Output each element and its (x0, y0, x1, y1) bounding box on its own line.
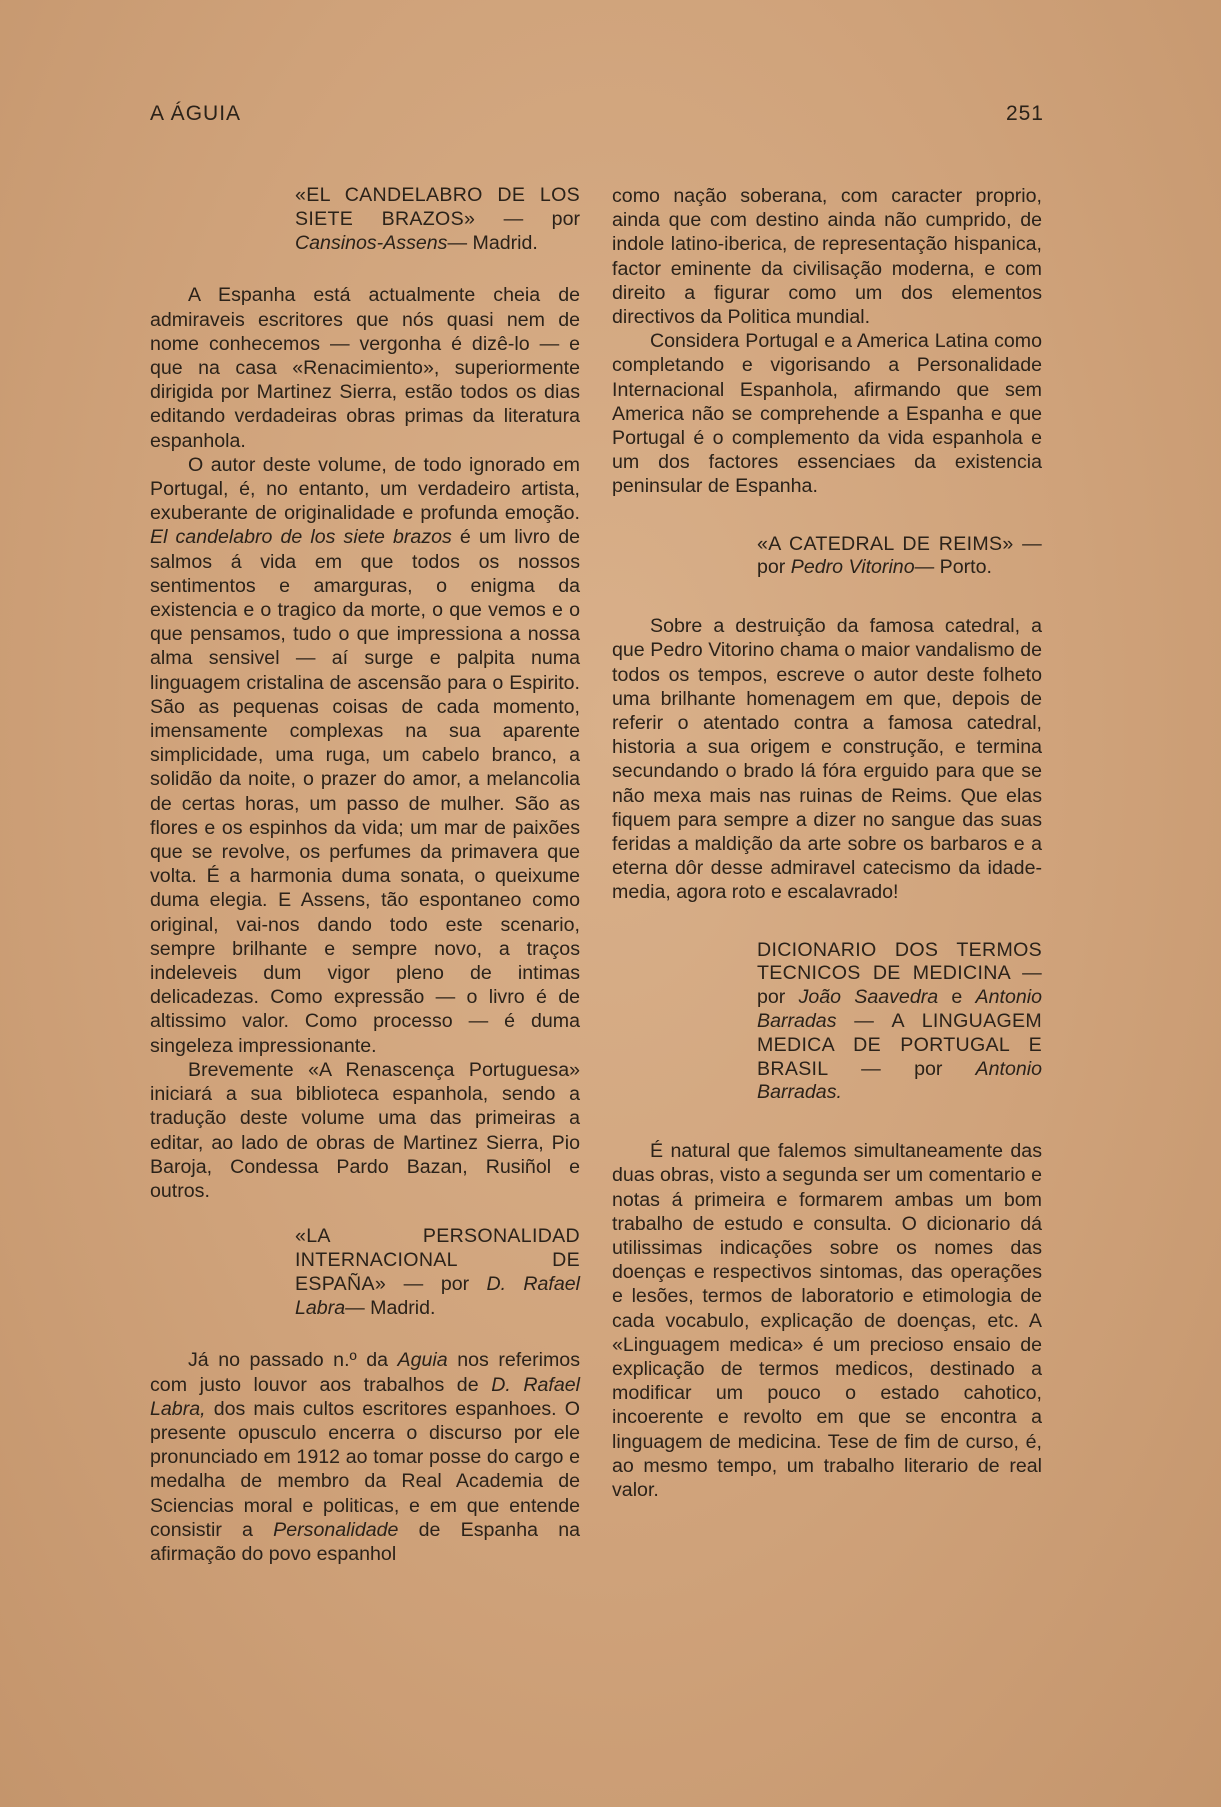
book-title: El candelabro de los siete brazos (150, 526, 452, 549)
review-author: Pedro Vitorino (790, 556, 915, 579)
paragraph: É natural que falemos simultaneamente das duas obras, visto a segunda ser um comentario e notas á primeira e formarem ambas um bom trabalho de estudo e consulta. O dicionario dá utilissimas indicações sobre os nomes das doenças e respectivos sintomas, das operações e lesões, termos de laboratorio e etimologia de cada vocabulo, explicação de doenças, etc. A «Linguagem medica» é um precioso ensaio de explicação de termos medicos, destinado a modificar um pouco o estado cahotico, incoerente e revolto em que se encontra a linguagem de medicina. Tese de fim de curso, é, ao mesmo tempo, um trabalho literario de real valor. (612, 1140, 1042, 1502)
review-heading-dicionario: DICIONARIO DOS TERMOS TECNICOS DE MEDICINA — por João Saavedra e Antonio Barradas — A LINGUAGEM MEDICA DE PORTUGAL E BRASIL — por Antonio Barradas. (757, 938, 1042, 1104)
page-number: 251 (1005, 102, 1044, 125)
review-author: D. Rafael Labra (295, 1272, 580, 1319)
paragraph: Brevemente «A Renascença Portuguesa» iniciará a sua biblioteca espanhola, sendo a tradução deste volume uma das primeiras a editar, ao lado de obras de Martinez Sierra, Pio Baroja, Condessa Pardo Bazan, Rusiñol e outros. (150, 1058, 580, 1202)
paragraph: A Espanha está actualmente cheia de admiraveis escritores que nós quasi nem de nome conhecemos — vergonha é dizê-lo — e que na casa «Renacimiento», superiormente dirigida por Martinez Sierra, estão todos os dias editando verdadeiras obras primas da literatura espanhola. (150, 284, 580, 452)
paragraph: O autor deste volume, de todo ignorado em Portugal, é, no entanto, um verdadeiro artista, exuberante de originalidade e profunda emoção. El candelabro de los siete brazos é um livro de salmos á vida em que todos os nossos sentimentos e amarguras, o enigma da existencia e o tragico da morte, o que vemos e o que pensamos, tudo o que impressiona a nossa alma sensivel — aí surge e palpita numa linguagem cristalina de ascensão para o Espirito. São as pequenas coisas de cada momento, imensamente complexas na sua aparente simplicidade, uma ruga, um cabelo branco, a solidão da noite, o prazer do amor, a melancolia de certas horas, um passo de mulher. São as flores e os espinhos da vida; um mar de paixões que se revolve, os perfumes da primavera que volta. É a harmonia duma sonata, o queixume duma elegia. E Assens, tão espontaneo como original, vai-nos dando todo este scenario, sempre brilhante e sempre novo, a traços indeleveis dum vigor pleno de intimas delicadezas. Como expressão — o livro é de altissimo valor. Como processo — é duma singeleza impressionante. (150, 453, 580, 1057)
review-heading-personalidad: «LA PERSONALIDAD INTERNACIONAL DE ESPAÑA» — por D. Rafael Labra— Madrid. (295, 1225, 580, 1319)
paragraph: como nação soberana, com caracter proprio, ainda que com destino ainda não cumprido, de indole latino-iberica, de representação hispanica, factor eminente da civilisação moderna, e com direito a figurar como um dos elementos directivos da Politica mundial. (612, 185, 1042, 329)
paragraph: Já no passado n.º da Aguia nos referimos com justo louvor aos trabalhos de D. Rafael Labra, dos mais cultos escritores espanhoes. O presente opusculo encerra o discurso por ele pronunciado em 1912 ao tomar posse do cargo e medalha de membro da Real Academia de Sciencias moral e politicas, e em que entende consistir a Personalidade de Espanha na afirmação do povo espanhol (150, 1349, 580, 1565)
right-column (612, 184, 1042, 1502)
paragraph: Sobre a destruição da famosa catedral, a que Pedro Vitorino chama o maior vandalismo de todos os tempos, escreve o autor deste folheto uma brilhante homenagem em que, depois de referir o atentado contra a famosa catedral, historia a sua origem e construção, e termina secundando o brado lá fóra erguido para que se não mexa mais nas ruinas de Reims. Que elas fiquem para sempre a dizer no sangue das suas feridas a maldição da arte sobre os barbaros e a eterna dôr desse admiravel catecismo da idade-media, agora roto e escalavrado! (612, 615, 1042, 904)
running-head (150, 102, 1044, 132)
journal-title: A ÁGUIA (150, 102, 242, 125)
left-column (150, 184, 580, 1566)
review-heading-candelabro: «EL CANDELABRO DE LOS SIETE BRAZOS» — por Cansinos-Assens— Madrid. (295, 184, 580, 254)
paragraph: Considera Portugal e a America Latina como completando e vigorisando a Personalidade Internacional Espanhola, afirmando que sem America não se comprehende a Espanha e que Portugal é o complemento da vida espanhola e um dos factores essenciaes da existencia peninsular de Espanha. (612, 330, 1042, 498)
review-heading-catedral: «A CATEDRAL DE REIMS» — por Pedro Vitorino— Porto. (757, 532, 1042, 579)
review-author: Cansinos-Assens (295, 231, 448, 254)
